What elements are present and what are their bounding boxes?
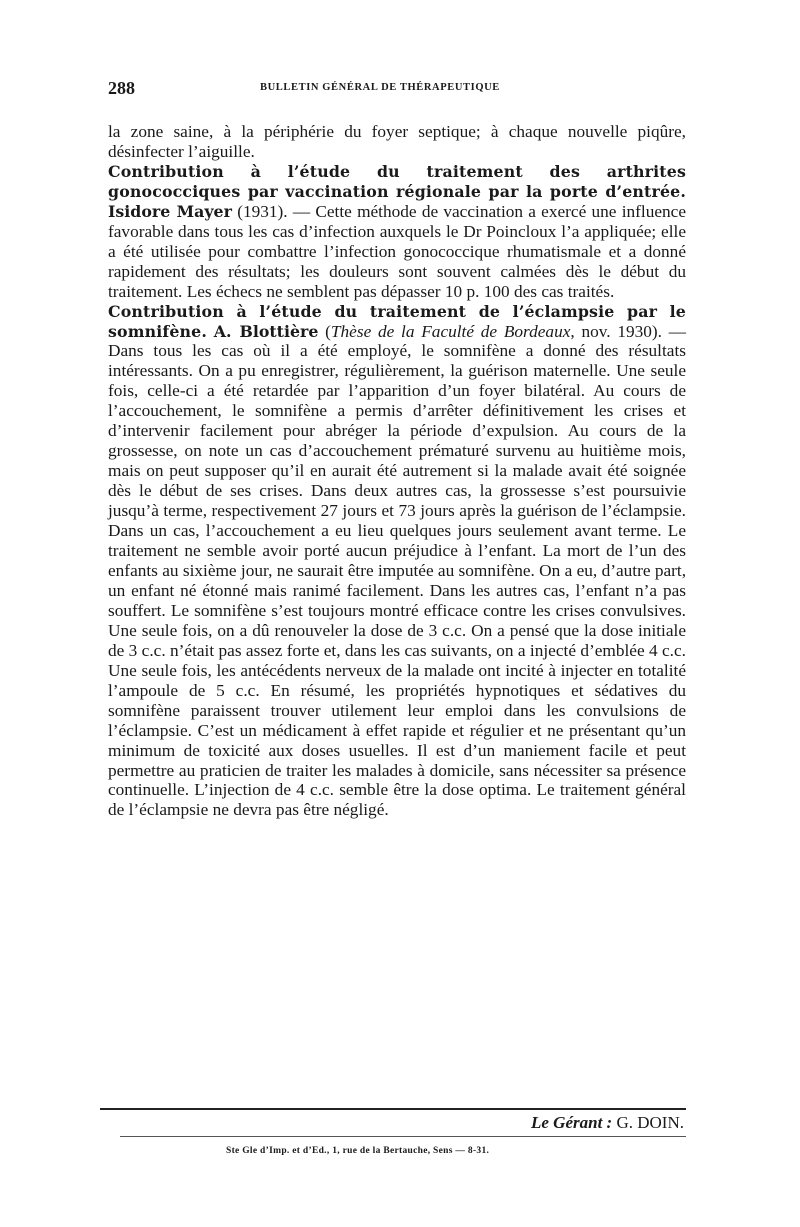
article-body — [108, 122, 686, 820]
running-title: BULLETIN GÉNÉRAL DE THÉRAPEUTIQUE — [260, 82, 500, 93]
gerant-line — [531, 1113, 684, 1133]
entry-source: Thèse de la Faculté de Bordeaux — [330, 321, 571, 341]
entry-source-pre: ( — [325, 321, 331, 341]
entry-author: Isidore Mayer — [108, 201, 232, 221]
intro-paragraph: la zone saine, à la périphérie du foyer septique; à chaque nouvelle piqûre, désinfecter l’aiguille. — [108, 122, 686, 161]
footer-rule — [100, 1108, 686, 1110]
entry-title: Contribution à l’étude du traitement des arthrites gonococciques par vaccination régionale par la porte d’entrée. — [108, 161, 686, 201]
entry-source-post: , nov. 1930). — — [570, 321, 687, 341]
page-number: 288 — [108, 78, 135, 98]
entry-author: A. Blottière — [213, 321, 319, 341]
entry-text: Dans tous les cas où il a été employé, le somnifène a donné des résultats intéressants. On a pu enregistrer, régulièrement, la guérison maternelle. Une seule fois, celle-ci a été retardée par l’apparition d’un foyer bilatéral. Au cours de l’accouchement, le somnifène a permis d’arrêter définitivement les crises et d’intervenir facilement pour abréger la période d’expulsion. Au cours de la grossesse, on note un cas d’accouchement prématuré survenu au huitième mois, mais on peut supposer qu’il en aurait été autrement si la malade avait été soignée dès le début de ses crises. Dans deux autres cas, la grossesse s’est poursuivie jusqu’à terme, respectivement 27 jours et 73 jours après la guérison de l’éclampsie. Dans un cas, l’accouchement a eu lieu quelques jours seulement avant terme. Le traitement ne semble avoir porté aucun préjudice à l’enfant. La mort de l’un des enfants au sixième jour, ne saurait être imputée au somnifène. On a eu, d’autre part, un enfant né étonné mais ranimé facilement. Dans les autres cas, l’enfant n’a pas souffert. Le somnifène s’est toujours montré efficace contre les crises convulsives. Une seule fois, on a dû renouveler la dose de 3 c.c. On a pensé que la dose initiale de 3 c.c. n’était pas assez forte et, dans les cas suivants, on a injecté d’emblée 4 c.c. Une seule fois, les antécédents nerveux de la malade ont incité à injecter en totalité l’ampoule de 5 c.c. En résumé, les propriétés hypnotiques et sédatives du somnifène paraissent trouver utilement leur emploi dans les convulsions de l’éclampsie. C’est un médicament à effet rapide et régulier et ne présentant qu’un minimum de toxicité aux doses usuelles. Il est d’un maniement facile et peut permettre au praticien de traiter les malades à domicile, sans nécessiter sa présence continuelle. L’injection de 4 c.c. semble être la dose optima. Le traitement général de l’éclampsie ne devra pas être négligé. — [108, 341, 687, 820]
gerant-label: Le Gérant : — [531, 1113, 613, 1132]
entry-text: Cette méthode de vaccination a exercé une influence favorable dans tous les cas d’infection auxquels le Dr Poincloux l’a appliquée; elle a été utilisée pour combattre l’infection gonococcique rhumatismale et a donné rapidement des résultats; les douleurs sont souvent calmées dès le début du traitement. Les échecs ne semblent pas dépasser 10 p. 100 des cas traités. — [108, 201, 686, 301]
page-header — [108, 70, 686, 100]
footer-rule-thin — [120, 1136, 686, 1137]
page — [108, 70, 686, 820]
entry-source-pre: (1931). — — [237, 201, 316, 221]
printer-imprint: Ste Gle d’Imp. et d’Ed., 1, rue de la Bertauche, Sens — 8-31. — [226, 1146, 490, 1156]
entry-title: Contribution à l’étude du traitement de l’éclampsie par le somnifène. — [108, 301, 686, 341]
entry-arthrites — [108, 162, 686, 302]
gerant-name: G. DOIN. — [612, 1113, 684, 1132]
entry-eclampsie — [108, 302, 686, 821]
